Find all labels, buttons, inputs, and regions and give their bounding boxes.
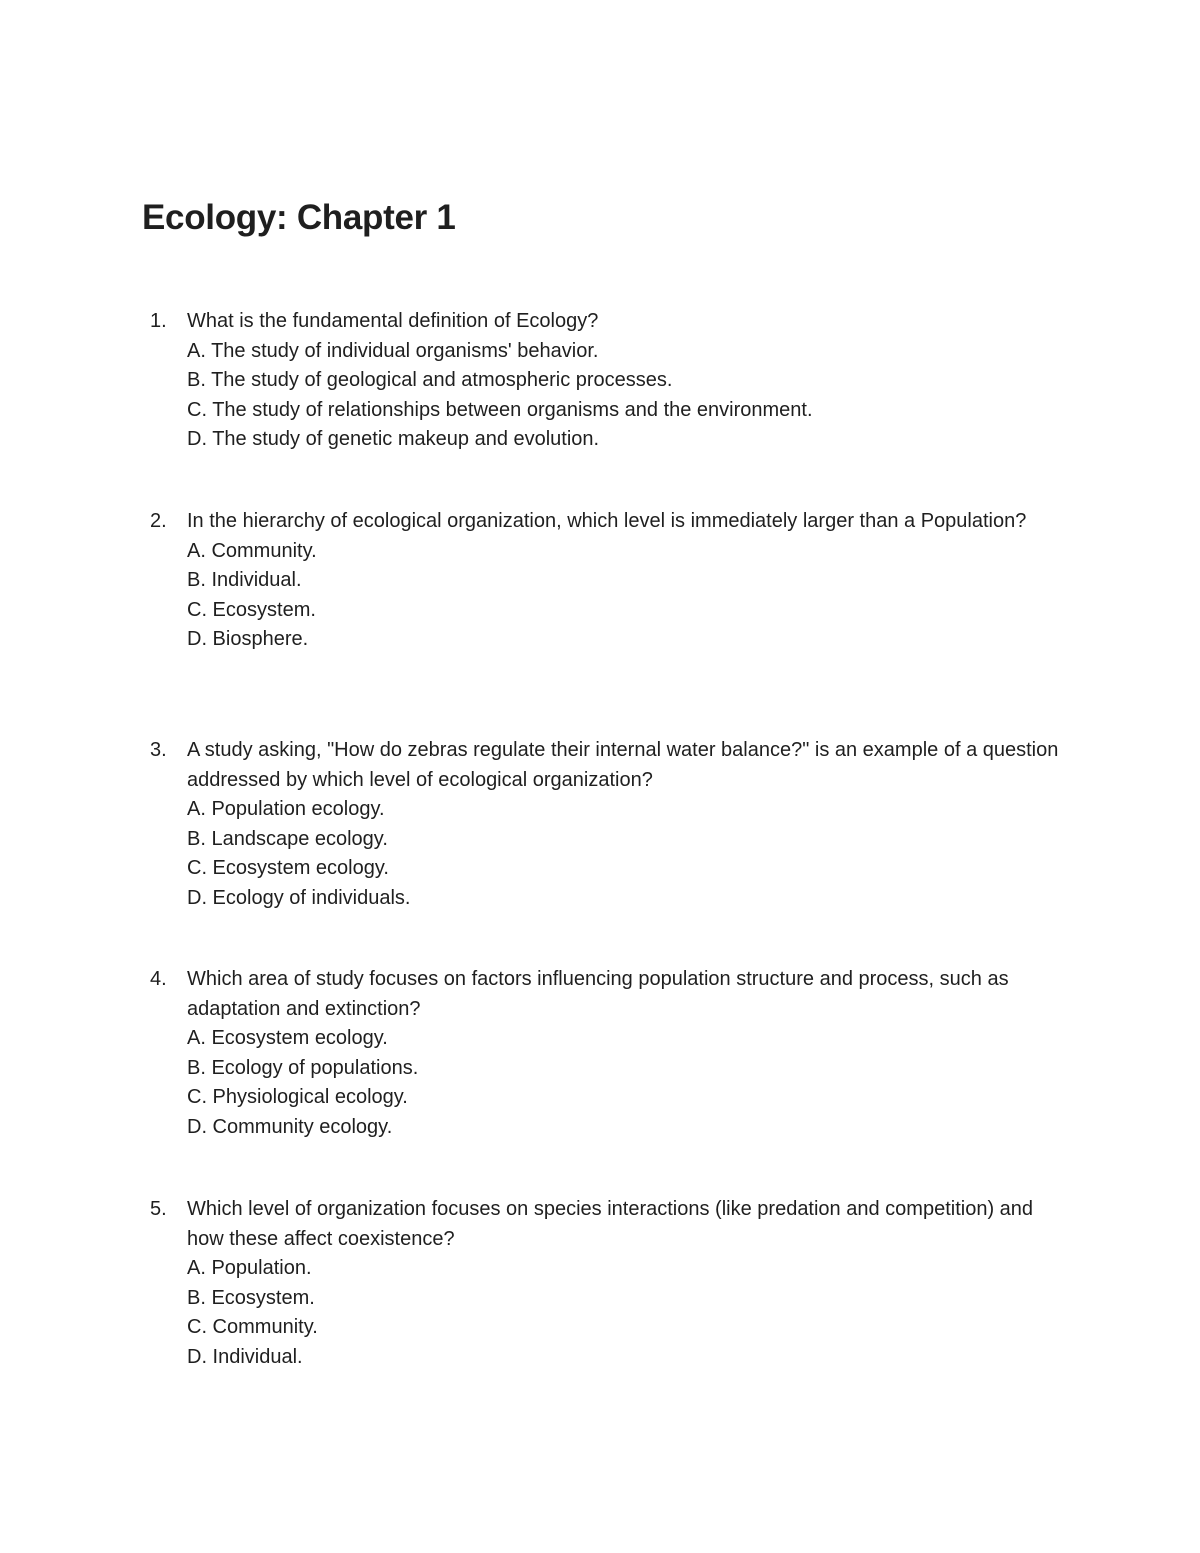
answer-option-a: A. Population.	[187, 1257, 312, 1279]
question-body	[187, 307, 1070, 455]
question-body	[187, 507, 1070, 655]
question-item	[150, 507, 1070, 655]
question-text: Which area of study focuses on factors influencing population structure and process, such as adaptation and extinction?	[187, 968, 1009, 1020]
question-text: What is the fundamental definition of Ecology?	[187, 310, 599, 332]
answer-option-c: C. Ecosystem.	[187, 598, 316, 621]
question-number: 1.	[150, 310, 167, 332]
question-text: In the hierarchy of ecological organization, which level is immediately larger than a Population?	[187, 510, 1027, 532]
question-item	[150, 307, 1070, 455]
answer-option-a: A. Population ecology.	[187, 798, 385, 820]
answer-option-d: D. Community ecology.	[187, 1115, 393, 1138]
answer-option-c: C. Community.	[187, 1316, 318, 1338]
answer-option-c: C. The study of relationships between organisms and the environment.	[187, 398, 813, 421]
answer-option-a: A. The study of individual organisms' behavior.	[187, 339, 599, 362]
answer-option-b: B. Ecology of populations.	[187, 1056, 419, 1079]
answer-option-c: C. Ecosystem ecology.	[187, 857, 389, 879]
question-item	[150, 965, 1070, 1142]
question-number: 4.	[150, 968, 167, 990]
answer-option-b: B. The study of geological and atmospheric processes.	[187, 369, 673, 391]
question-item	[150, 1195, 1070, 1372]
question-number: 2.	[150, 510, 167, 532]
answer-option-d: D. Biosphere.	[187, 628, 309, 650]
question-number: 5.	[150, 1198, 167, 1220]
question-number: 3.	[150, 739, 167, 761]
answer-option-b: B. Landscape ecology.	[187, 827, 388, 850]
question-body	[187, 736, 1070, 913]
question-body	[187, 1195, 1070, 1372]
answer-option-a: A. Ecosystem ecology.	[187, 1027, 388, 1049]
answer-option-d: D. Ecology of individuals.	[187, 886, 411, 909]
question-body	[187, 965, 1070, 1142]
answer-option-a: A. Community.	[187, 539, 317, 562]
answer-option-c: C. Physiological ecology.	[187, 1086, 408, 1108]
page-title: Ecology: Chapter 1	[142, 198, 456, 237]
answer-option-d: D. The study of genetic makeup and evolution.	[187, 428, 600, 450]
answer-option-d: D. Individual.	[187, 1345, 303, 1368]
question-text: A study asking, "How do zebras regulate their internal water balance?" is an example of a question addressed by which level of ecological organization?	[187, 739, 1059, 791]
question-item	[150, 736, 1070, 913]
answer-option-b: B. Individual.	[187, 569, 302, 591]
question-text: Which level of organization focuses on species interactions (like predation and competition) and how these affect coexistence?	[187, 1198, 1034, 1250]
answer-option-b: B. Ecosystem.	[187, 1286, 315, 1309]
